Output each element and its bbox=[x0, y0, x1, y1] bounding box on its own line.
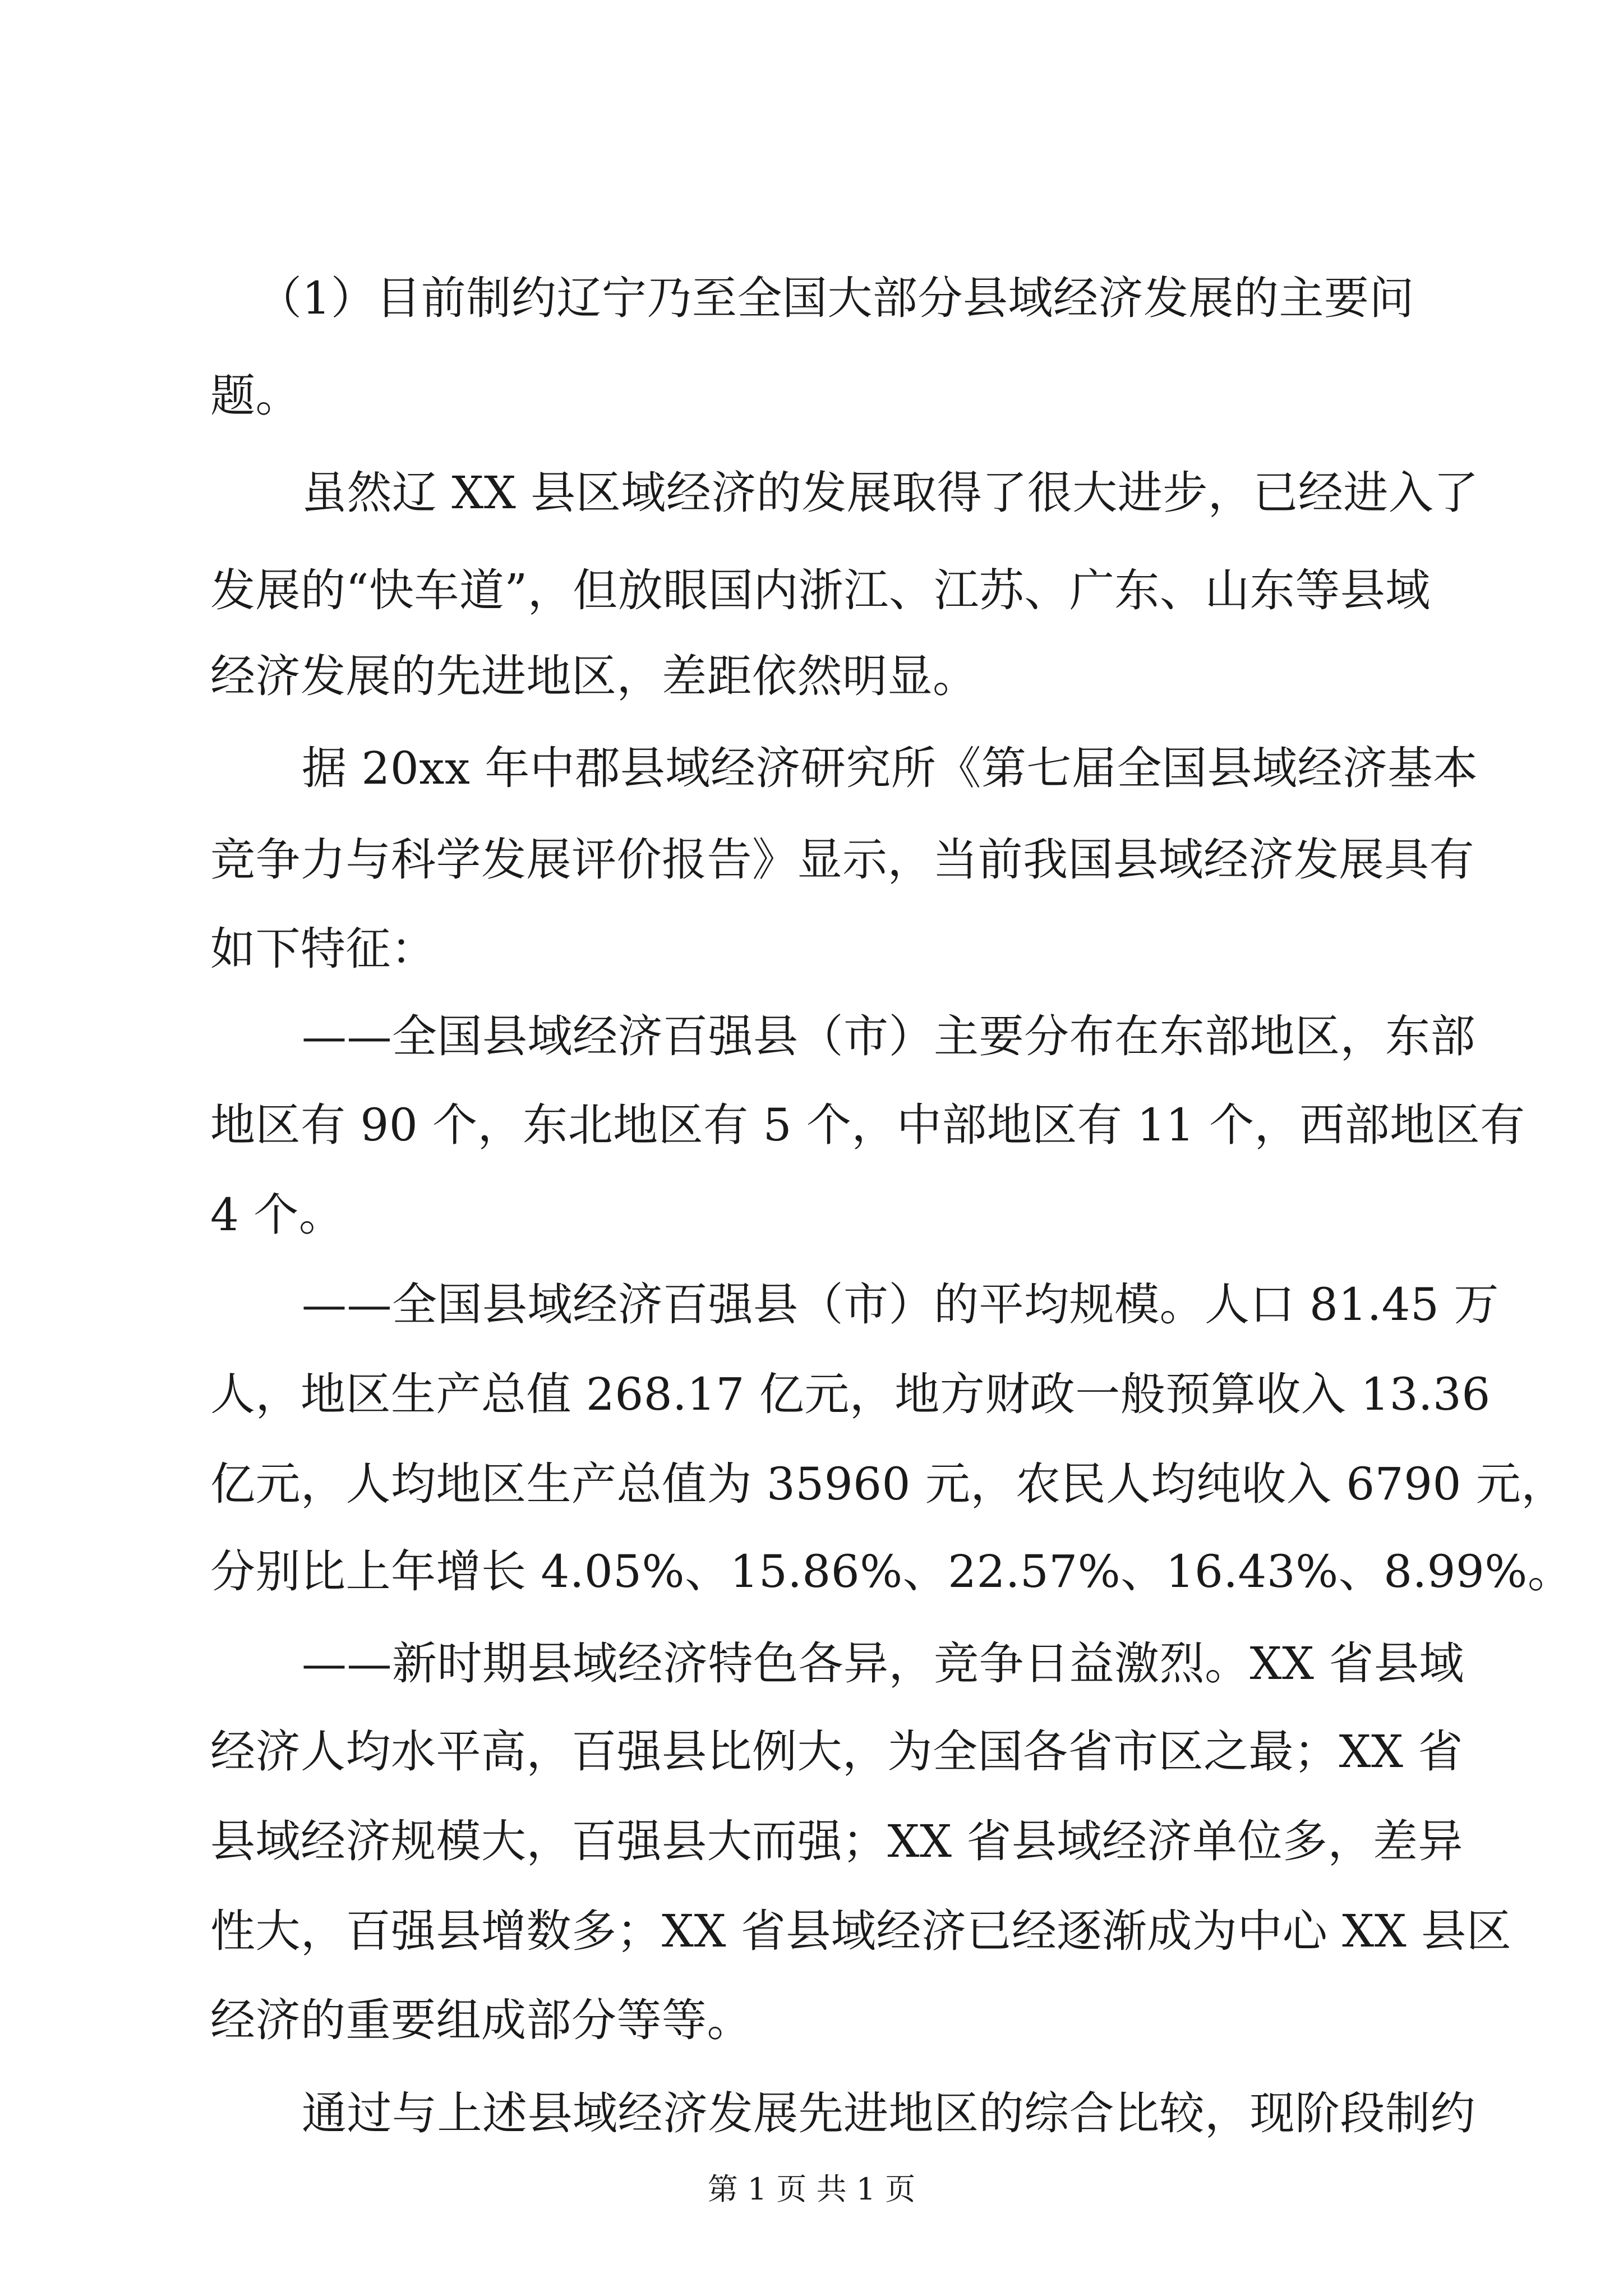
text-line: 分别比上年增长 4.05%、15.86%、22.57%、16.43%、8.99%。 bbox=[210, 1545, 1573, 1598]
text-line: 题。 bbox=[210, 370, 301, 422]
text-line: ——新时期县域经济特色各异，竞争日益激烈。XX 省县域 bbox=[302, 1637, 1464, 1690]
text-line: 经济人均水平高，百强县比例大，为全国各省市区之最；XX 省 bbox=[210, 1726, 1463, 1778]
text-line: 地区有 90 个，东北地区有 5 个，中部地区有 11 个，西部地区有 bbox=[210, 1099, 1525, 1151]
text-line: 经济的重要组成部分等等。 bbox=[210, 1994, 752, 2046]
text-line: 竞争力与科学发展评价报告》显示，当前我国县域经济发展具有 bbox=[210, 834, 1474, 886]
text-line: 性大，百强县增数多；XX 省县域经济已经逐渐成为中心 XX 县区 bbox=[210, 1905, 1512, 1957]
page-number: 第 1 页 共 1 页 bbox=[707, 2171, 916, 2207]
text-line: 据 20xx 年中郡县域经济研究所《第七届全国县域经济基本 bbox=[302, 742, 1478, 794]
text-line: 4 个。 bbox=[210, 1189, 344, 1241]
text-line: （1）目前制约辽宁乃至全国大部分县域经济发展的主要问 bbox=[257, 272, 1414, 324]
text-line: 人，地区生产总值 268.17 亿元，地方财政一般预算收入 13.36 bbox=[210, 1368, 1491, 1420]
text-line: ——全国县域经济百强县（市）主要分布在东部地区，东部 bbox=[302, 1010, 1476, 1062]
text-line: 虽然辽 XX 县区域经济的发展取得了很大进步，已经进入了 bbox=[302, 467, 1479, 519]
text-line: 亿元，人均地区生产总值为 35960 元，农民人均纯收入 6790 元， bbox=[210, 1458, 1566, 1510]
text-line: ——全国县域经济百强县（市）的平均规模。人口 81.45 万 bbox=[302, 1278, 1499, 1331]
text-line: 发展的“快车道”，但放眼国内浙江、江苏、广东、山东等县域 bbox=[210, 564, 1431, 616]
text-line: 通过与上述县域经济发展先进地区的综合比较，现阶段制约 bbox=[302, 2087, 1476, 2139]
text-line: 如下特征： bbox=[210, 923, 436, 975]
text-line: 县域经济规模大，百强县大而强；XX 省县域经济单位多，差异 bbox=[210, 1815, 1463, 1867]
text-line: 经济发展的先进地区，差距依然明显。 bbox=[210, 650, 978, 702]
